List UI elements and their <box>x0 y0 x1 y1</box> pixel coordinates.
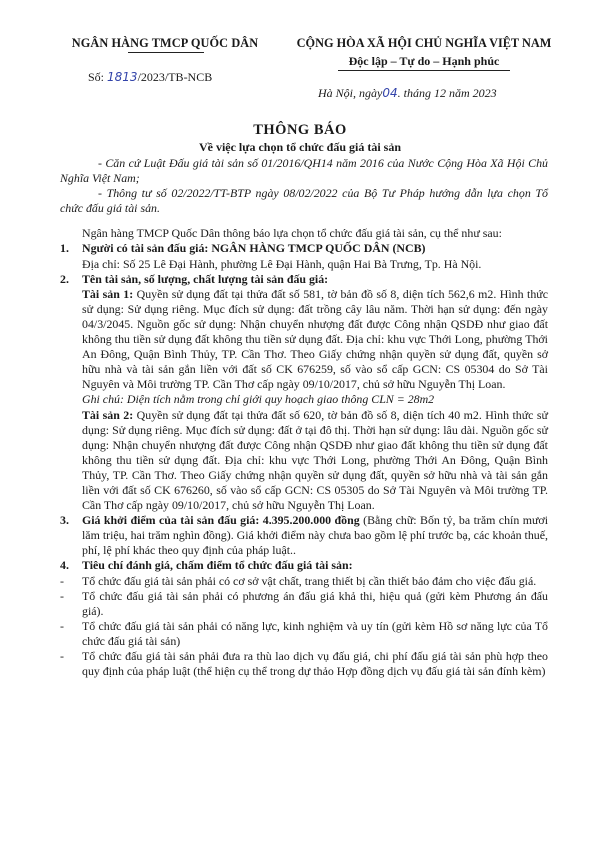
legal-basis-2: - Thông tư số 02/2022/TT-BTP ngày 08/02/2022 của Bộ Tư Pháp hướng dẫn lựa chọn Tổ chức đấu giá tài sản. <box>60 186 548 216</box>
asset-2-label: Tài sản 2: <box>82 407 137 422</box>
place-date <box>318 86 497 101</box>
national-motto: Độc lập – Tự do – Hạnh phúc <box>348 54 500 68</box>
section-number: 2. <box>60 271 69 286</box>
criteria-item: - Tổ chức đấu giá tài sản phải có phương án đấu giá khả thi, hiệu quả (gửi kèm Phương án đấu giá). <box>60 588 548 618</box>
doc-no-suffix: /2023/TB-NCB <box>137 70 213 84</box>
section-1-label: Người có tài sản đấu giá: <box>82 241 212 256</box>
section-number: 3. <box>60 513 69 528</box>
asset-1-label: Tài sản 1: <box>82 286 137 301</box>
doc-no-prefix: Số: <box>88 70 108 84</box>
starting-price-text: (Bằng chữ: Bốn tỷ, ba trăm chín mươi lăm triệu, hai trăm nghìn đồng). Giá khởi điểm này chưa bao gồm lệ phí trước bạ, các khoản thuế, phí, lệ phí khác theo quy định của pháp luật.. <box>82 513 548 558</box>
day-handwritten: 04 <box>382 86 398 100</box>
asset-1-note: Ghi chú: Diện tích nằm trong chỉ giới quy hoạch giao thông CLN = 28m2 <box>82 392 435 407</box>
asset-1-description: Quyền sử dụng đất tại thửa đất số 581, tờ bản đồ số 8, diện tích 562,6 m2. Hình thức sử dụng: Sử dụng riêng. Mục đích sử dụng: đất trồng cây lâu năm. Thời hạn sử dụng: đến ngày 04/3/2045. Nguồn gốc sử dụng: Nhận chuyển nhượng đất được Công nhận QSDĐ như giao đất không thu tiền sử dụng đất không thu tiền sử dụng đất. Địa chỉ: khu vực Thới Long, phường Thới An Đông, Quận Bình Thủy, TP. Cần Thơ. Theo Giấy chứng nhận quyền sử dụng đất, quyền sở hữu nhà và tài sản gắn liền với đất số CK 676259, số vào sổ cấp GCN: CS 05304 do Sở Tài Nguyên và Môi trường TP. Cần Thơ cấp ngày 09/10/2017, chủ sở hữu Nguyễn Thị Loan. <box>82 286 548 392</box>
place-suffix: . tháng 12 năm 2023 <box>397 86 497 100</box>
section-3 <box>60 513 548 558</box>
section-4-label: Tiêu chí đánh giá, chấm điểm tổ chức đấu giá tài sản: <box>82 558 353 573</box>
criteria-item: - Tổ chức đấu giá tài sản phải có cơ sở vật chất, trang thiết bị cần thiết bảo đảm cho việc đấu giá. <box>60 573 537 588</box>
section-4 <box>60 558 548 573</box>
notice-subtitle: Về việc lựa chọn tổ chức đấu giá tài sản <box>198 140 402 154</box>
bank-name: NGÂN HÀNG TMCP QUỐC DÂN <box>71 36 259 50</box>
intro-paragraph: Ngân hàng TMCP Quốc Dân thông báo lựa chọn tổ chức đấu giá tài sản, cụ thể như sau: <box>82 226 502 241</box>
owner-address: Địa chỉ: Số 25 Lê Đại Hành, phường Lê Đại Hành, quận Hai Bà Trưng, Tp. Hà Nội. <box>82 256 482 271</box>
country-name: CỘNG HÒA XÃ HỘI CHỦ NGHĨA VIỆT NAM <box>296 36 552 50</box>
place-prefix: Hà Nội, ngày <box>318 86 383 100</box>
section-2 <box>60 272 548 514</box>
legal-basis-1: - Căn cứ Luật Đấu giá tài sản số 01/2016/QH14 năm 2016 của Nước Cộng Hòa Xã Hội Chủ Nghĩa Việt Nam; <box>60 156 548 186</box>
doc-no-handwritten: 1813 <box>107 70 138 84</box>
bank-name-underline <box>128 52 204 53</box>
motto-underline <box>338 70 510 71</box>
starting-price-label: Giá khởi điểm của tài sản đấu giá: 4.395.200.000 đồng <box>82 513 360 528</box>
notice-title: THÔNG BÁO <box>253 122 347 138</box>
section-1-value: NGÂN HÀNG TMCP QUỐC DÂN (NCB) <box>211 241 426 256</box>
section-number: 1. <box>60 241 69 256</box>
criteria-item: - Tổ chức đấu giá tài sản phải có năng lực, kinh nghiệm và uy tín (gửi kèm Hồ sơ năng lực của Tổ chức đấu giá tài sản) <box>60 618 548 648</box>
criteria-item: - Tổ chức đấu giá tài sản phải đưa ra thù lao dịch vụ đấu giá, chi phí đấu giá tài sản phù hợp theo quy định của pháp luật (thể hiện cụ thể trong dự thảo Hợp đồng dịch vụ đấu giá tài sản đính kèm) <box>60 649 548 679</box>
document-number <box>88 70 212 85</box>
section-1 <box>60 241 548 271</box>
section-2-label: Tên tài sản, số lượng, chất lượng tài sản đấu giá: <box>82 271 329 286</box>
notice-body <box>60 156 548 679</box>
asset-2-description: Quyền sử dụng đất tại thửa đất số 620, tờ bản đồ số 8, diện tích 40 m2. Hình thức sử dụng: Sử dụng riêng. Mục đích sử dụng: đất ở tại đô thị. Thời hạn sử dụng: lâu dài. Nguồn gốc sử dụng: Nhận chuyển nhượng đất được Công nhận QSDĐ như giao đất không thu tiền sử dụng đất không thu tiền sử dụng đất. Địa chỉ: khu vực Thới Long, phường Thới An Đông, Quận Bình Thủy, TP. Cần Thơ. Theo Giấy chứng nhận quyền sử dụng đất, quyền sở hữu nhà và tài sản gắn liền với đất số CK 676260, số vào sổ cấp GCN: CS 05305 do Sở Tài Nguyên và Môi trường TP. Cần Thơ cấp ngày 09/10/2017, chủ sở hữu Nguyễn Thị Loan. <box>82 407 548 513</box>
section-number: 4. <box>60 558 69 573</box>
